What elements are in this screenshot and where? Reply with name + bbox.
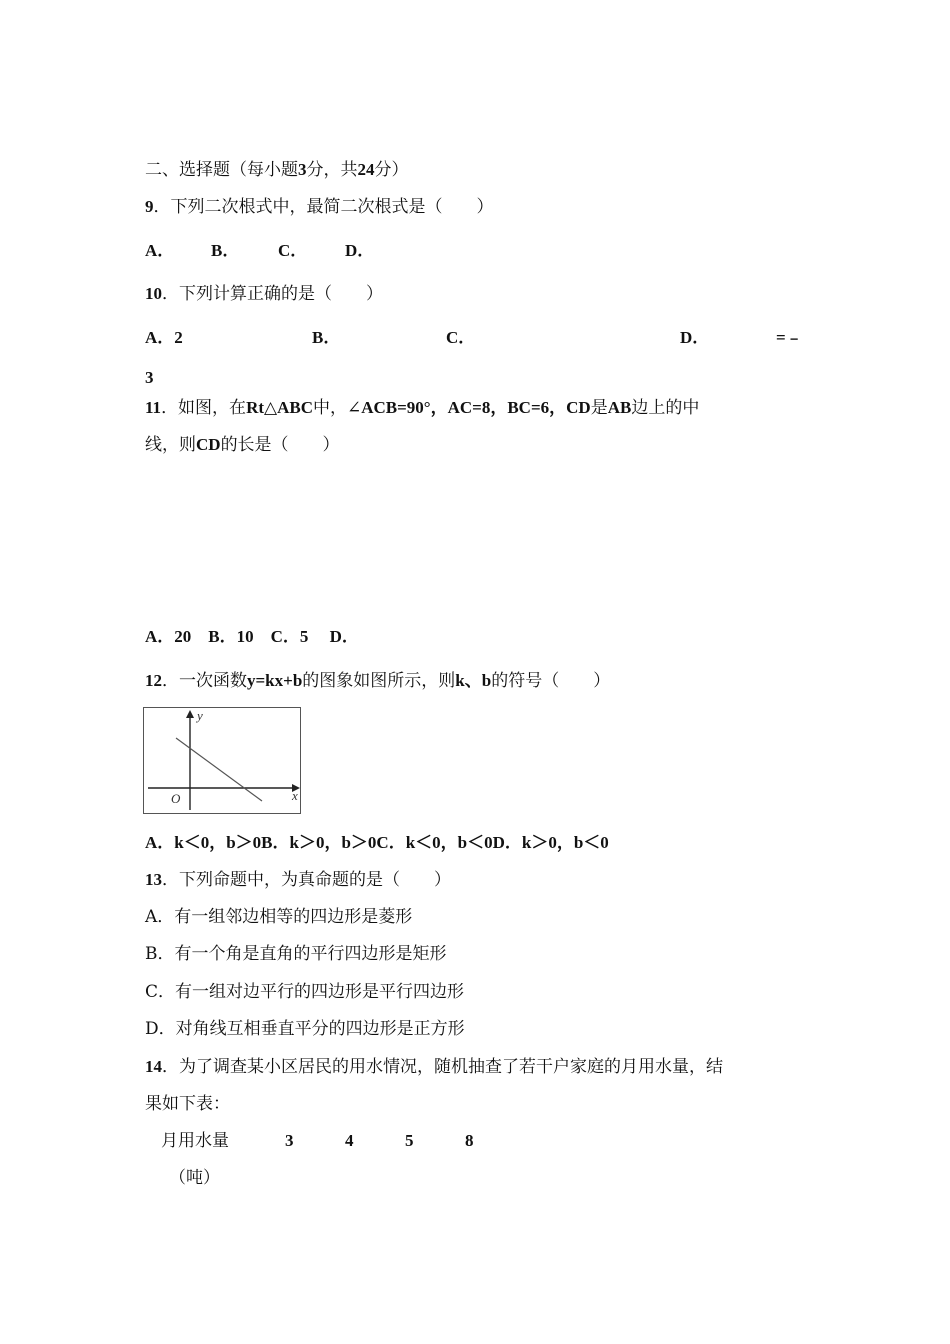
question-11-text-f: AB: [607, 398, 632, 417]
question-13-number: 13: [145, 870, 162, 889]
section-header: [145, 158, 409, 182]
table-value-4: 8: [465, 1131, 474, 1150]
graph-svg: [144, 708, 300, 813]
question-11-text-d: ACB=90°，AC=8，BC=6，CD: [361, 398, 591, 417]
question-9-option-d: D．: [345, 241, 375, 260]
x-axis-label: x: [292, 788, 298, 803]
question-10-stem: [145, 282, 383, 306]
question-11-line-2: [145, 433, 340, 457]
question-11-line-1: [145, 396, 699, 420]
question-13-option-c: C．有一组对边平行的四边形是平行四边形: [145, 982, 465, 1002]
question-11-text-b: Rt△ABC: [246, 398, 313, 417]
question-14-line-2: 果如下表：: [145, 1094, 230, 1114]
question-13-option-b: B．有一个角是直角的平行四边形是矩形: [145, 944, 447, 964]
question-12-text-d: k、b: [455, 671, 492, 690]
question-9-stem: [145, 195, 494, 219]
question-11-number: 11: [145, 398, 162, 417]
question-11-options: A．20 B．10 C．5 D．: [145, 627, 359, 646]
section-header-mid: 分，共: [306, 160, 358, 180]
question-11-text-c: 中，∠: [312, 398, 362, 418]
function-line: [176, 738, 262, 801]
question-14-text: ．为了调查某小区居民的用水情况，随机抽查了若干户家庭的月用水量，结: [162, 1057, 723, 1077]
question-13-option-d: D．对角线互相垂直平分的四边形是正方形: [145, 1019, 465, 1039]
table-value-1: 3: [285, 1131, 294, 1150]
question-12-text-a: ．一次函数: [162, 671, 247, 691]
y-axis-arrow: [186, 710, 194, 718]
question-13-option-a: A．有一组邻边相等的四边形是菱形: [145, 907, 413, 927]
linear-function-graph: [143, 707, 301, 814]
y-axis-label: y: [197, 708, 203, 723]
question-13-stem: [145, 868, 451, 892]
question-9-number: 9: [145, 197, 154, 216]
table-header-label: 月用水量: [161, 1131, 229, 1151]
question-10-option-d-tail: =﹣: [776, 328, 803, 347]
question-11-text-e: 是: [590, 398, 608, 418]
question-12-text-c: 的图象如图所示，则: [302, 671, 456, 691]
table-value-3: 5: [405, 1131, 414, 1150]
question-10-wrap: 3: [145, 368, 154, 387]
section-header-n2: 24: [357, 160, 375, 179]
question-11-text-a: ．如图，在: [161, 398, 247, 418]
question-9-option-a: A．: [145, 241, 175, 260]
question-10-option-d: D．: [680, 328, 710, 347]
question-12-stem: [145, 669, 610, 693]
question-11-text-i: CD: [196, 435, 221, 454]
question-14-line-1: [145, 1055, 723, 1079]
table-value-2: 4: [345, 1131, 354, 1150]
section-header-pre: 二、选择题（每小题: [145, 160, 298, 180]
section-header-post: 分）: [374, 160, 409, 180]
question-14-number: 14: [145, 1057, 162, 1076]
question-13-text: ．下列命题中，为真命题的是（ ）: [162, 870, 451, 890]
question-12-options: A．k＜0，b＞0B．k＞0，b＞0C．k＜0，b＜0D．k＞0，b＜0: [145, 833, 609, 852]
question-12-number: 12: [145, 671, 162, 690]
question-11-text-j: 的长是（ ）: [220, 435, 340, 455]
question-10-option-b: B．: [312, 328, 341, 347]
question-12-text-b: y=kx+b: [247, 671, 303, 690]
question-9-text: ．下列二次根式中，最简二次根式是（ ）: [153, 197, 494, 217]
question-11-text-h: 线，则: [145, 435, 196, 455]
question-9-option-c: C．: [278, 241, 308, 260]
question-9-option-b: B．: [211, 241, 240, 260]
origin-label: O: [171, 791, 181, 806]
question-12-text-e: 的符号（ ）: [491, 671, 611, 691]
question-10-option-c: C．: [446, 328, 476, 347]
table-unit-label: （吨）: [169, 1168, 220, 1188]
question-10-option-a: A．2: [145, 328, 183, 347]
section-header-n1: 3: [298, 160, 307, 179]
question-10-text: ．下列计算正确的是（ ）: [162, 284, 383, 304]
question-10-number: 10: [145, 284, 162, 303]
question-11-text-g: 边上的中: [631, 398, 700, 418]
